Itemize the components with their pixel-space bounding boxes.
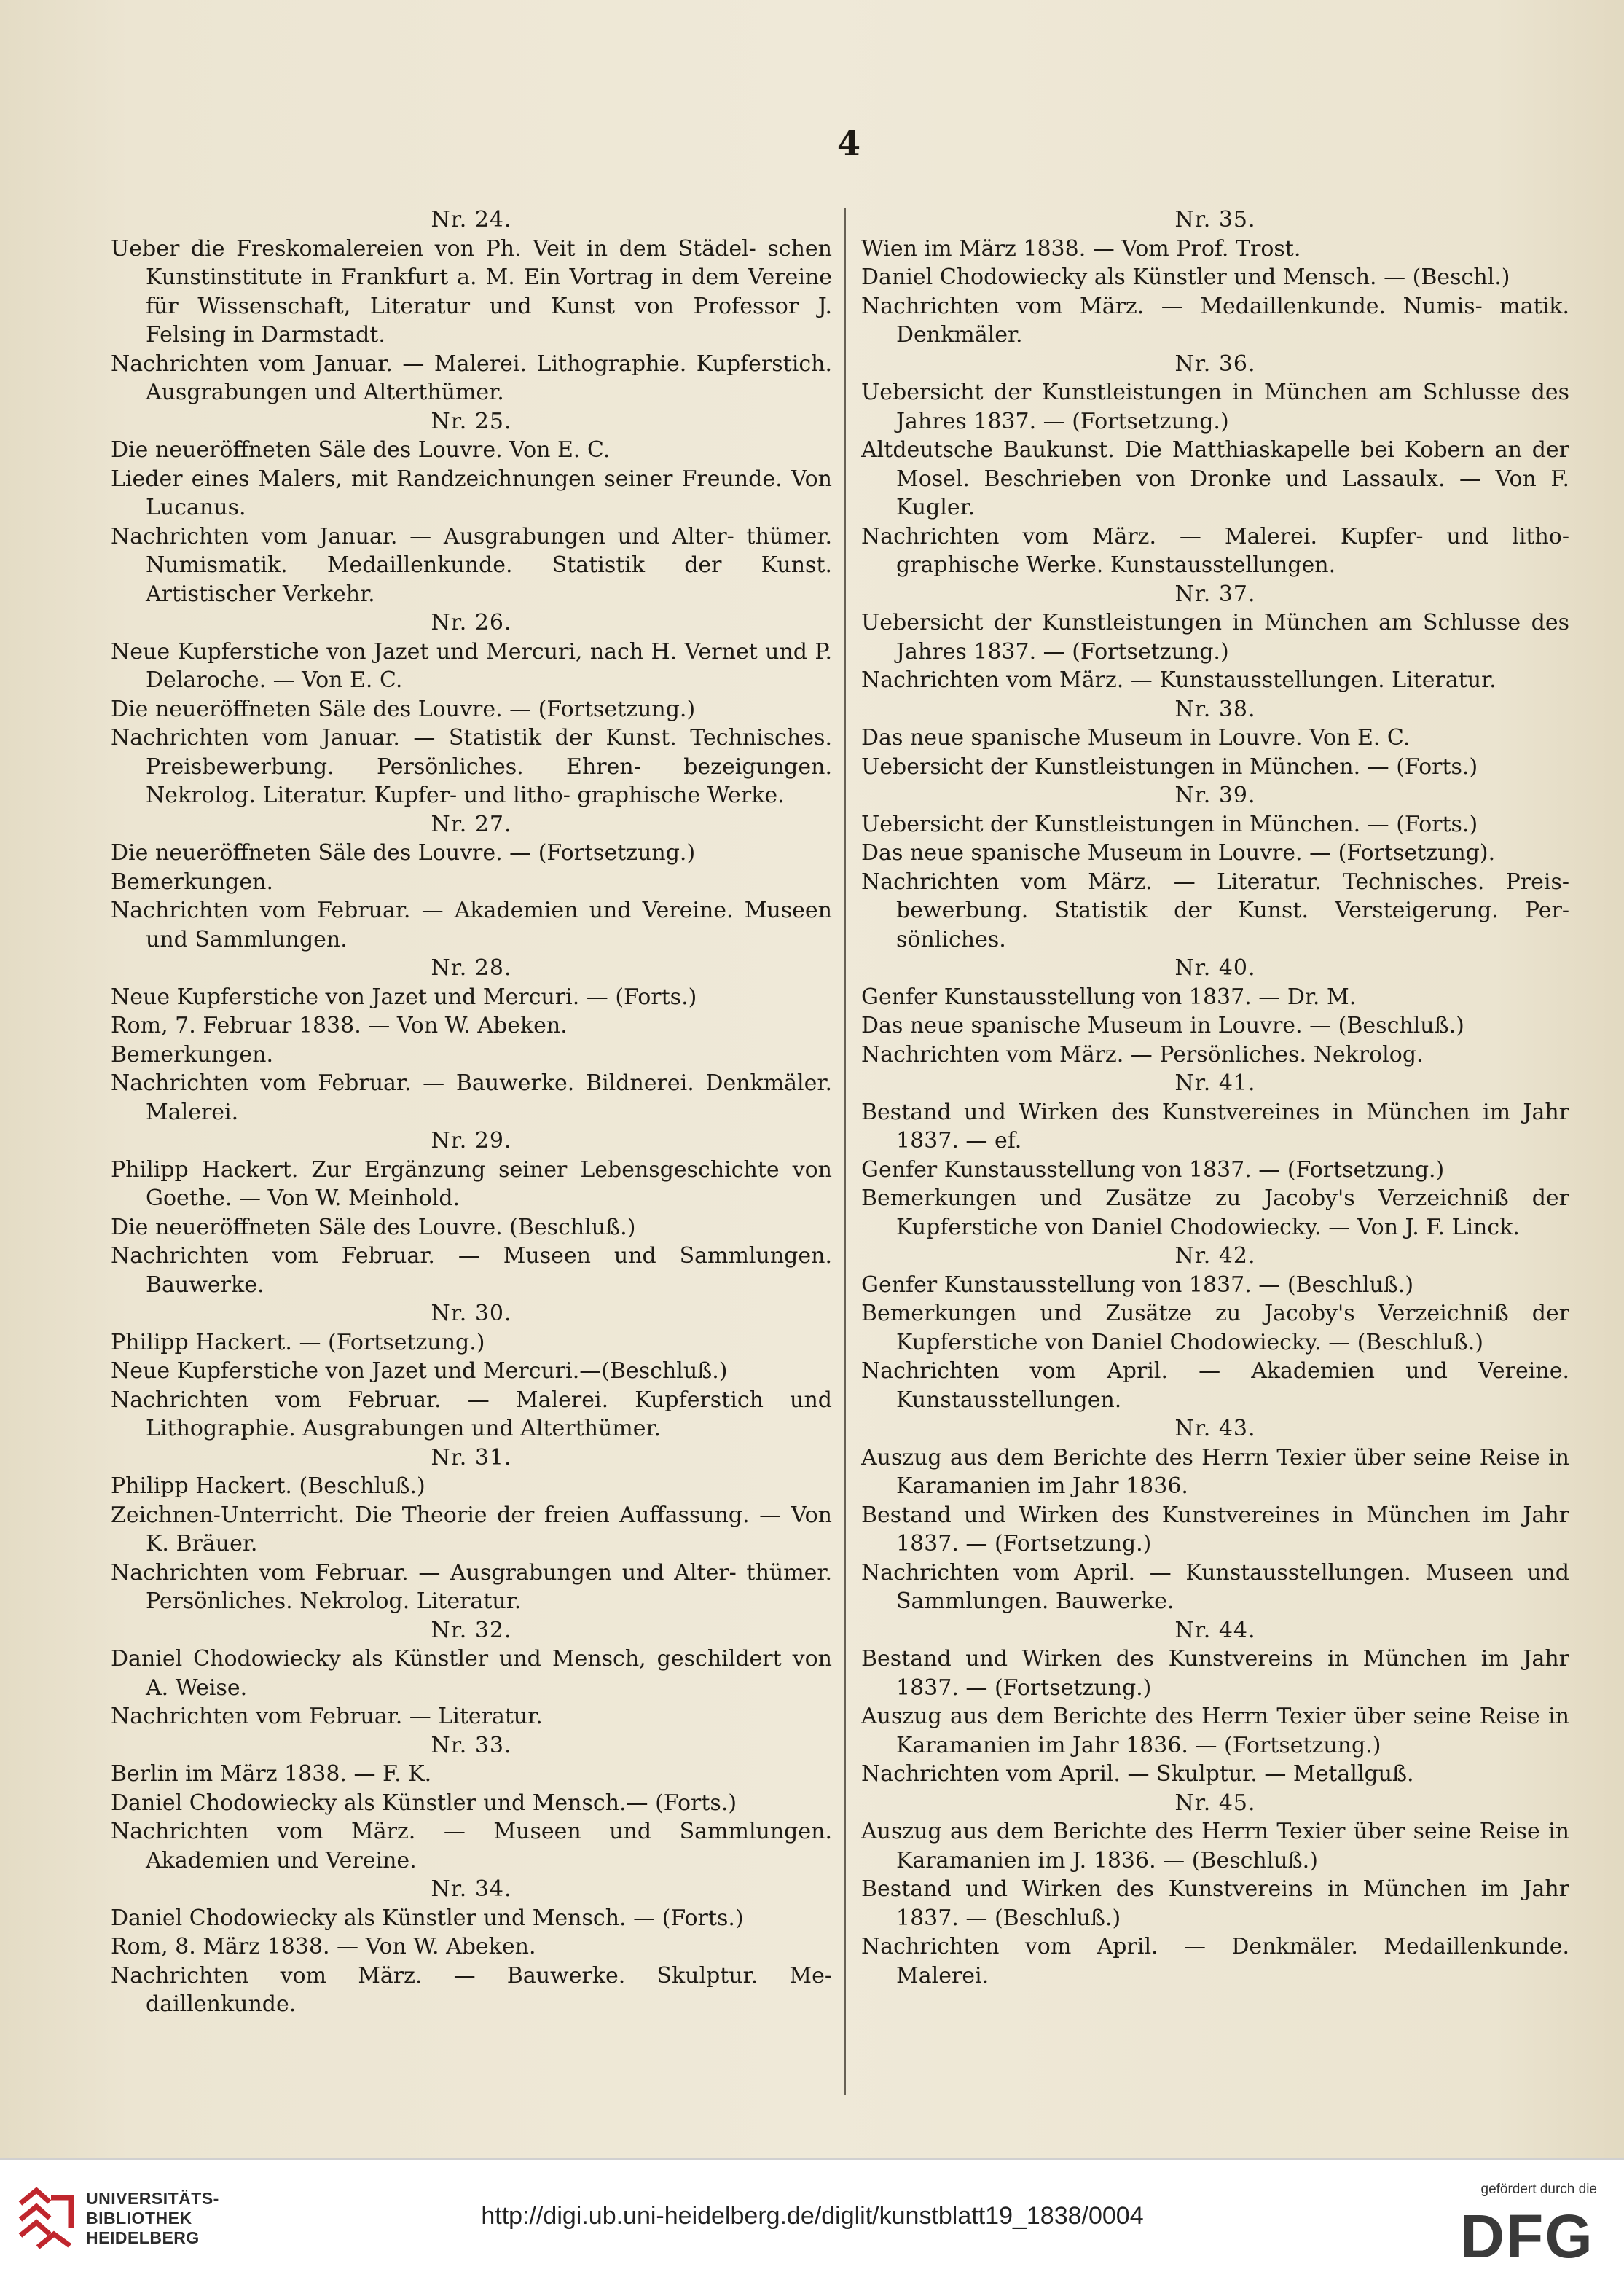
table-of-contents-entry: Nachrichten vom März. — Persönliches. Nekrolog. [861,1041,1424,1067]
table-of-contents-entry: Die neueröffneten Säle des Louvre. — (Fortsetzung.) [111,840,696,866]
table-of-contents-entry: Das neue spanische Museum in Louvre. — (Beschluß.) [861,1013,1464,1038]
footer-bar [0,2158,1624,2280]
issue-number-heading: Nr. 24. [431,207,512,232]
table-of-contents-entry: Bemerkungen und Zusätze zu Jacoby's Verzeichniß der Kupferstiche von Daniel Chodowiecky. — (Beschluß.) [861,1301,1569,1355]
table-of-contents-entry: Das neue spanische Museum in Louvre. — (Fortsetzung). [861,840,1496,866]
library-name-line: HEIDELBERG [86,2228,200,2247]
table-of-contents-entry: Rom, 8. März 1838. — Von W. Abeken. [111,1934,536,1959]
permalink-url[interactable]: http://digi.ub.uni-heidelberg.de/diglit/kunstblatt19_1838/0004 [481,2202,1144,2230]
table-of-contents-entry: Nachrichten vom März. — Literatur. Technisches. Preis- bewerbung. Statistik der Kunst. Versteigerung. Per- sönliches. [861,869,1569,952]
issue-number-heading: Nr. 39. [1174,783,1256,808]
table-of-contents-entry: Neue Kupferstiche von Jazet und Mercuri. — (Forts.) [111,984,697,1010]
issue-number-heading: Nr. 29. [431,1128,512,1153]
table-of-contents-entry: Philipp Hackert. (Beschluß.) [111,1473,425,1499]
table-of-contents-entry: Bemerkungen und Zusätze zu Jacoby's Verzeichniß der Kupferstiche von Daniel Chodowiecky. — Von J. F. Linck. [861,1186,1569,1240]
issue-number-heading: Nr. 27. [431,811,512,837]
table-of-contents-entry: Genfer Kunstausstellung von 1837. — Dr. M. [861,984,1357,1010]
table-of-contents-entry: Uebersicht der Kunstleistungen in München. — (Forts.) [861,811,1478,837]
table-of-contents-entry: Nachrichten vom April. — Kunstausstellungen. Museen und Sammlungen. Bauwerke. [861,1559,1569,1614]
table-of-contents-entry: Uebersicht der Kunstleistungen in München. — (Forts.) [861,753,1478,780]
issue-number-heading: Nr. 26. [431,610,512,635]
table-of-contents-entry: Das neue spanische Museum in Louvre. Von E. C. [861,725,1411,751]
table-of-contents-entry: Nachrichten vom März. — Medaillenkunde. Numis- matik. Denkmäler. [861,293,1569,348]
table-of-contents-entry: Uebersicht der Kunstleistungen in München am Schlusse des Jahres 1837. — (Fortsetzung.) [861,380,1569,434]
issue-number-heading: Nr. 28. [431,955,512,981]
issue-number-heading: Nr. 37. [1174,581,1256,607]
dfg-logo-text: DFG [1460,2203,1594,2266]
table-of-contents-entry: Nachrichten vom Februar. — Literatur. [111,1704,543,1729]
table-of-contents-entry: Nachrichten vom Januar. — Ausgrabungen und Alter- thümer. Numismatik. Medaillenkunde. Statistik der Kunst. Artistischer Verkehr. [111,523,832,607]
table-of-contents-entry: Nachrichten vom Februar. — Ausgrabungen und Alter- thümer. Persönliches. Nekrolog. Literatur. [111,1559,832,1614]
table-of-contents-entry: Die neueröffneten Säle des Louvre. (Beschluß.) [111,1214,636,1240]
dfg-logo-icon [1454,2203,1600,2266]
issue-number-heading: Nr. 31. [431,1444,512,1470]
table-of-contents-entry: Philipp Hackert. Zur Ergänzung seiner Lebensgeschichte von Goethe. — Von W. Meinhold. [111,1156,832,1211]
table-of-contents-entry: Nachrichten vom Februar. — Museen und Sammlungen. Bauwerke. [111,1243,832,1298]
column-divider [844,208,846,2095]
table-of-contents-entry: Daniel Chodowiecky als Künstler und Mensch.— (Forts.) [111,1790,737,1816]
table-of-contents-entry: Zeichnen-Unterricht. Die Theorie der freien Auffassung. — Von K. Bräuer. [111,1502,832,1556]
table-of-contents-entry: Nachrichten vom April. — Denkmäler. Medaillenkunde. Malerei. [861,1934,1569,1989]
table-of-contents-entry: Bestand und Wirken des Kunstvereines in München im Jahr 1837. — ef. [861,1099,1569,1153]
right-column [861,205,1569,2129]
table-of-contents-entry: Nachrichten vom März. — Museen und Sammlungen. Akademien und Vereine. [111,1819,832,1873]
table-of-contents-entry: Nachrichten vom Februar. — Akademien und Vereine. Museen und Sammlungen. [111,898,832,952]
table-of-contents-entry: Die neueröffneten Säle des Louvre. — (Fortsetzung.) [111,696,696,722]
table-of-contents-entry: Auszug aus dem Berichte des Herrn Texier über seine Reise in Karamanien im J. 1836. — (Beschluß.) [861,1819,1569,1873]
table-of-contents-entry: Altdeutsche Baukunst. Die Matthiaskapelle bei Kobern an der Mosel. Beschrieben von Dronke und Lassaulx. — Von F. Kugler. [861,437,1569,520]
table-of-contents-entry: Rom, 7. Februar 1838. — Von W. Abeken. [111,1013,568,1038]
table-of-contents-entry: Nachrichten vom März. — Bauwerke. Skulptur. Me- daillenkunde. [111,1962,832,2017]
issue-number-heading: Nr. 42. [1174,1243,1256,1269]
library-name-line: BIBLIOTHEK [86,2209,192,2228]
library-name-line: UNIVERSITÄTS- [86,2189,219,2208]
table-of-contents-entry: Neue Kupferstiche von Jazet und Mercuri.—(Beschluß.) [111,1358,728,1384]
issue-number-heading: Nr. 40. [1174,955,1256,981]
table-of-contents-entry: Lieder eines Malers, mit Randzeichnungen seiner Freunde. Von Lucanus. [111,466,832,520]
table-of-contents-entry: Auszug aus dem Berichte des Herrn Texier über seine Reise in Karamanien im Jahr 1836. — (Fortsetzung.) [861,1704,1569,1758]
table-of-contents-entry: Nachrichten vom Januar. — Malerei. Lithographie. Kupferstich. Ausgrabungen und Alterthümer. [111,350,832,405]
issue-number-heading: Nr. 35. [1174,207,1256,232]
ub-heidelberg-name [86,2189,219,2248]
table-of-contents-entry: Bestand und Wirken des Kunstvereines in München im Jahr 1837. — (Fortsetzung.) [861,1502,1569,1556]
table-of-contents-entry: Nachrichten vom März. — Kunstausstellungen. Literatur. [861,667,1496,693]
ub-heidelberg-logo-icon [16,2185,76,2252]
table-of-contents-entry: Nachrichten vom April. — Akademien und Vereine. Kunstausstellungen. [861,1358,1569,1413]
table-of-contents-entry: Die neueröffneten Säle des Louvre. Von E. C. [111,437,611,463]
issue-number-heading: Nr. 41. [1174,1070,1256,1096]
table-of-contents-entry: Bemerkungen. [111,1041,273,1067]
table-of-contents-entry: Nachrichten vom Januar. — Statistik der Kunst. Technisches. Preisbewerbung. Persönliches. Ehren- bezeigungen. Nekrolog. Literatur. Kupfer- und litho- graphische Werke. [111,725,832,808]
table-of-contents-entry: Bemerkungen. [111,869,273,895]
issue-number-heading: Nr. 44. [1174,1617,1256,1643]
issue-number-heading: Nr. 36. [1174,350,1256,377]
table-of-contents-entry: Berlin im März 1838. — F. K. [111,1761,432,1787]
table-of-contents-entry: Genfer Kunstausstellung von 1837. — (Beschluß.) [861,1272,1414,1298]
table-of-contents-entry: Nachrichten vom Februar. — Bauwerke. Bildnerei. Denkmäler. Malerei. [111,1070,832,1125]
table-of-contents-entry: Genfer Kunstausstellung von 1837. — (Fortsetzung.) [861,1156,1445,1183]
table-of-contents-entry: Nachrichten vom März. — Malerei. Kupfer- und litho- graphische Werke. Kunstausstellungen. [861,523,1569,578]
issue-number-heading: Nr. 45. [1174,1790,1256,1816]
table-of-contents-entry: Ueber die Freskomalereien von Ph. Veit in dem Städel- schen Kunstinstitute in Frankfurt a. M. Ein Vortrag in dem Vereine für Wissenschaft, Literatur und Kunst von Professor J. Felsing in Darmstadt. [111,235,832,348]
issue-number-heading: Nr. 30. [431,1301,512,1326]
table-of-contents-entry: Bestand und Wirken des Kunstvereins in München im Jahr 1837. — (Fortsetzung.) [861,1646,1569,1701]
table-of-contents-entry: Uebersicht der Kunstleistungen in München am Schlusse des Jahres 1837. — (Fortsetzung.) [861,610,1569,665]
issue-number-heading: Nr. 25. [431,408,512,434]
issue-number-heading: Nr. 38. [1174,696,1256,722]
left-column [111,205,832,2129]
table-of-contents-entry: Wien im März 1838. — Vom Prof. Trost. [861,235,1301,262]
table-of-contents-entry: Neue Kupferstiche von Jazet und Mercuri, nach H. Vernet und P. Delaroche. — Von E. C. [111,638,832,693]
table-of-contents-entry: Daniel Chodowiecky als Künstler und Mensch, geschildert von A. Weise. [111,1646,832,1701]
table-of-contents-entry: Philipp Hackert. — (Fortsetzung.) [111,1329,485,1355]
funding-label: gefördert durch die [1480,2182,1597,2197]
issue-number-heading: Nr. 32. [431,1617,512,1643]
table-of-contents-entry: Nachrichten vom April. — Skulptur. — Metallguß. [861,1761,1414,1787]
table-of-contents-entry: Daniel Chodowiecky als Künstler und Mensch. — (Forts.) [111,1905,744,1931]
issue-number-heading: Nr. 43. [1174,1416,1256,1441]
issue-number-heading: Nr. 34. [431,1876,512,1902]
table-of-contents-entry: Daniel Chodowiecky als Künstler und Mensch. — (Beschl.) [861,265,1510,290]
table-of-contents-entry: Bestand und Wirken des Kunstvereins in München im Jahr 1837. — (Beschluß.) [861,1876,1569,1931]
table-of-contents-entry: Nachrichten vom Februar. — Malerei. Kupferstich und Lithographie. Ausgrabungen und Alterthümer. [111,1387,832,1441]
table-of-contents-entry: Auszug aus dem Berichte des Herrn Texier über seine Reise in Karamanien im Jahr 1836. [861,1444,1569,1499]
page-number: 4 [836,124,860,163]
issue-number-heading: Nr. 33. [431,1732,512,1758]
